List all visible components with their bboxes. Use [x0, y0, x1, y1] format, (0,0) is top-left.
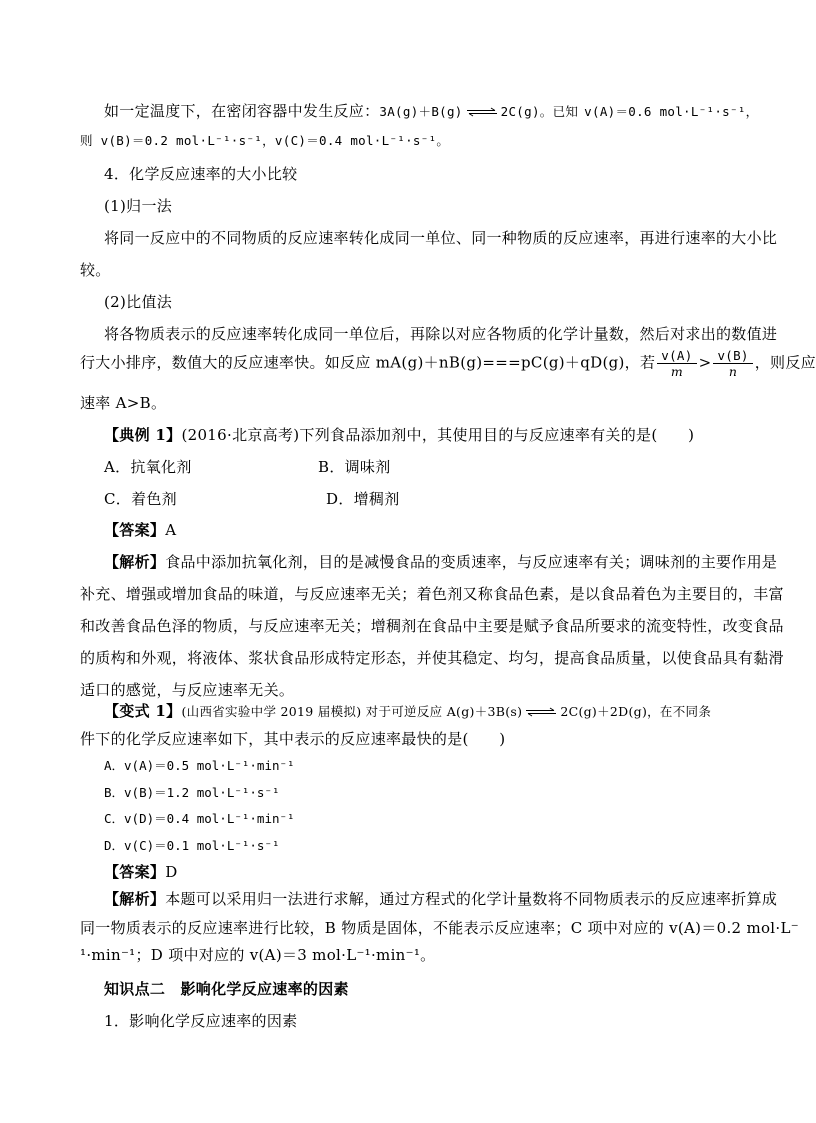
ratio-text-end: ，则反应	[754, 353, 816, 372]
analysis-text: 食品中添加抗氧化剂，目的是减慢食品的变质速率，与反应速率有关；调味剂的主要作用是	[165, 553, 778, 571]
ratio-line-3: 速率 A>B。	[80, 394, 167, 412]
example-1-option-b: B．调味剂	[318, 458, 391, 476]
subheading-ratio: (2)比值法	[104, 293, 173, 311]
variant-1-analysis-1	[104, 888, 777, 909]
fraction-b-denominator: n	[728, 364, 738, 379]
fraction-b	[713, 348, 752, 379]
rates-bc: 则 v(B)＝0.2 mol·L⁻¹·s⁻¹，v(C)＝0.4 mol·L⁻¹·s⁻¹。	[80, 133, 450, 148]
greater-than: >	[698, 353, 712, 372]
normalization-line-1: 将同一反应中的不同物质的反应速率转化成同一单位、同一种物质的反应速率，再进行速率的大小比	[104, 229, 778, 247]
intro-text: 如一定温度下，在密闭容器中发生反应：	[104, 102, 380, 120]
example-1-question	[104, 424, 694, 445]
knowledge-point-2-subheading: 1．影响化学反应速率的因素	[104, 1012, 298, 1030]
variant-1-text: (山西省实验中学 2019 届模拟) 对于可逆反应 A(g)＋3B(s)	[181, 704, 523, 719]
analysis-tag: 【解析】	[104, 890, 166, 908]
example-1-analysis-5: 适口的感觉，与反应速率无关。	[80, 681, 295, 699]
reversible-arrow-icon	[467, 108, 497, 116]
variant-1-answer	[104, 861, 178, 882]
answer-value: D	[165, 863, 178, 881]
example-1-text: (2016·北京高考)下列食品添加剂中，其使用目的与反应速率有关的是( )	[181, 426, 695, 444]
ratio-line-1: 将各物质表示的反应速率转化成同一单位后，再除以对应各物质的化学计量数，然后对求出的数值进	[104, 325, 778, 343]
reaction-right: 2C(g)。已知	[500, 104, 579, 119]
normalization-line-2: 较。	[80, 261, 111, 279]
analysis-text: 本题可以采用归一法进行求解，通过方程式的化学计量数将不同物质表示的反应速率折算成	[165, 890, 778, 908]
intro-line-1	[104, 100, 758, 121]
variant-1-option-c: C．v(D)＝0.4 mol·L⁻¹·min⁻¹	[104, 811, 295, 826]
rate-a: v(A)＝0.6 mol·L⁻¹·s⁻¹，	[584, 104, 759, 119]
example-1-option-d: D．增稠剂	[326, 490, 400, 508]
fraction-a-numerator: v(A)	[657, 348, 696, 364]
variant-1-option-d: D．v(C)＝0.1 mol·L⁻¹·s⁻¹	[104, 838, 280, 853]
fraction-a	[657, 348, 696, 379]
example-1-answer	[104, 519, 176, 540]
variant-1-question-1	[104, 700, 711, 721]
variant-1-option-b: B．v(B)＝1.2 mol·L⁻¹·s⁻¹	[104, 785, 280, 800]
ratio-text: 行大小排序，数值大的反应速率快。如反应 mA(g)＋nB(g)===pC(g)＋qD(g)，若	[80, 353, 656, 372]
variant-1-question-2: 件下的化学反应速率如下，其中表示的反应速率最快的是( )	[80, 730, 506, 748]
example-1-analysis-1	[104, 551, 777, 572]
fraction-a-denominator: m	[670, 364, 683, 379]
example-1-tag: 【典例 1】	[104, 426, 182, 444]
example-1-option-c: C．着色剂	[104, 490, 177, 508]
example-1-analysis-3: 和改善食品色泽的物质，与反应速率无关；增稠剂在食品中主要是赋予食品所要求的流变特性，改变食品	[80, 617, 784, 635]
ratio-line-2	[80, 348, 816, 379]
reversible-arrow-icon	[526, 708, 556, 716]
knowledge-point-2-heading: 知识点二 影响化学反应速率的因素	[104, 980, 349, 998]
example-1-analysis-2: 补充、增强或增加食品的味道，与反应速率无关；着色剂又称食品色素，是以食品着色为主要目的，丰富	[80, 585, 784, 603]
variant-1-option-a: A．v(A)＝0.5 mol·L⁻¹·min⁻¹	[104, 758, 295, 773]
analysis-tag: 【解析】	[104, 553, 166, 571]
answer-tag: 【答案】	[104, 521, 166, 539]
intro-line-2	[80, 131, 449, 149]
answer-value: A	[165, 521, 177, 539]
variant-1-analysis-3: ¹·min⁻¹；D 项中对应的 v(A)＝3 mol·L⁻¹·min⁻¹。	[80, 946, 436, 964]
variant-1-text-end: 2C(g)＋2D(g)，在不同条	[560, 704, 712, 719]
subheading-normalization: (1)归一法	[104, 197, 173, 215]
answer-tag: 【答案】	[104, 863, 166, 881]
example-1-analysis-4: 的质构和外观，将液体、浆状食品形成特定形态，并使其稳定、均匀，提高食品质量，以使食品具有黏滑	[80, 649, 784, 667]
section-heading-4: 4．化学反应速率的大小比较	[104, 165, 298, 183]
example-1-option-a: A．抗氧化剂	[104, 458, 192, 476]
variant-1-tag: 【变式 1】	[104, 702, 182, 720]
fraction-b-numerator: v(B)	[713, 348, 752, 364]
variant-1-analysis-2: 同一物质表示的反应速率进行比较，B 物质是固体，不能表示反应速率；C 项中对应的 v(A)＝0.2 mol·L⁻	[80, 919, 799, 937]
reaction-left: 3A(g)＋B(g)	[379, 104, 463, 119]
